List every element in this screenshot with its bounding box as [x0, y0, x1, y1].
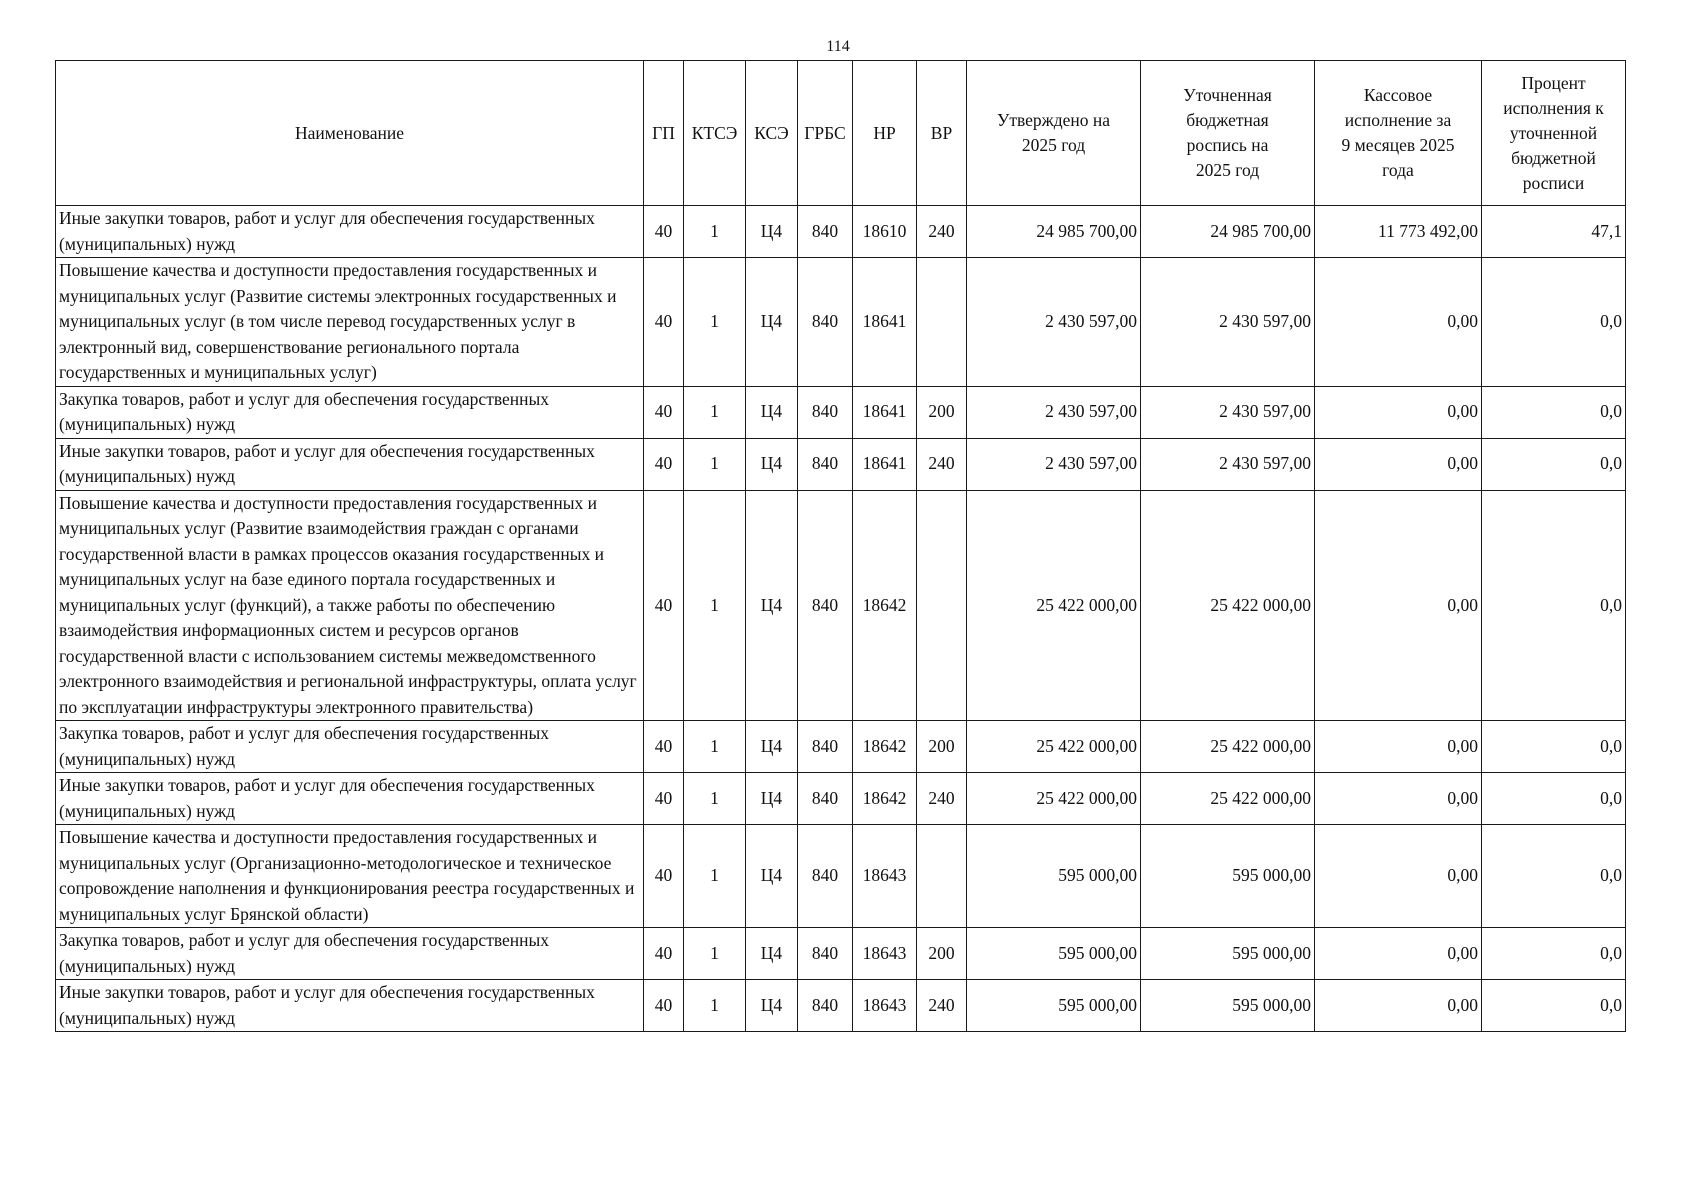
- cell-ktse: 1: [684, 773, 746, 825]
- cell-percent: 0,0: [1482, 438, 1626, 490]
- header-row: [56, 61, 1626, 206]
- header-vr: ВР: [917, 61, 967, 206]
- cell-percent: 0,0: [1482, 721, 1626, 773]
- cell-name: Закупка товаров, работ и услуг для обеспечения государственных (муниципальных) нужд: [56, 386, 644, 438]
- cell-refined: 25 422 000,00: [1141, 721, 1315, 773]
- cell-kse: Ц4: [746, 438, 798, 490]
- cell-percent: 0,0: [1482, 773, 1626, 825]
- cell-vr: [917, 258, 967, 387]
- cell-name: Иные закупки товаров, работ и услуг для обеспечения государственных (муниципальных) нужд: [56, 773, 644, 825]
- cell-gp: 40: [644, 258, 684, 387]
- page-number: 114: [826, 38, 850, 55]
- cell-percent: 47,1: [1482, 206, 1626, 258]
- cell-approved: 595 000,00: [967, 928, 1141, 980]
- cell-ktse: 1: [684, 928, 746, 980]
- table-row: [56, 928, 1626, 980]
- table-row: [56, 386, 1626, 438]
- cell-refined: 595 000,00: [1141, 980, 1315, 1032]
- cell-vr: 240: [917, 206, 967, 258]
- cell-kse: Ц4: [746, 825, 798, 928]
- cell-grbs: 840: [798, 490, 853, 721]
- table-row: [56, 773, 1626, 825]
- cell-cash: 0,00: [1315, 490, 1482, 721]
- cell-percent: 0,0: [1482, 928, 1626, 980]
- cell-approved: 2 430 597,00: [967, 258, 1141, 387]
- cell-nr: 18642: [853, 490, 917, 721]
- cell-name: Закупка товаров, работ и услуг для обеспечения государственных (муниципальных) нужд: [56, 721, 644, 773]
- cell-cash: 0,00: [1315, 928, 1482, 980]
- cell-refined: 2 430 597,00: [1141, 386, 1315, 438]
- cell-grbs: 840: [798, 206, 853, 258]
- table-row: [56, 438, 1626, 490]
- cell-grbs: 840: [798, 825, 853, 928]
- budget-table: [55, 60, 1626, 1032]
- header-ktse: КТСЭ: [684, 61, 746, 206]
- cell-vr: 200: [917, 721, 967, 773]
- cell-cash: 0,00: [1315, 258, 1482, 387]
- cell-approved: 595 000,00: [967, 980, 1141, 1032]
- header-cash: Кассовое исполнение за 9 месяцев 2025 года: [1315, 61, 1482, 206]
- cell-name: Повышение качества и доступности предоставления государственных и муниципальных услуг (Организационно-методологическое и техническое сопровождение наполнения и функционирования реестра государственных и муниципальных услуг Брянской области): [56, 825, 644, 928]
- cell-kse: Ц4: [746, 721, 798, 773]
- cell-ktse: 1: [684, 825, 746, 928]
- cell-cash: 0,00: [1315, 721, 1482, 773]
- cell-ktse: 1: [684, 206, 746, 258]
- cell-gp: 40: [644, 490, 684, 721]
- cell-nr: 18610: [853, 206, 917, 258]
- header-refined: Уточненная бюджетная роспись на 2025 год: [1141, 61, 1315, 206]
- cell-gp: 40: [644, 206, 684, 258]
- cell-approved: 595 000,00: [967, 825, 1141, 928]
- cell-gp: 40: [644, 438, 684, 490]
- table-row: [56, 980, 1626, 1032]
- cell-grbs: 840: [798, 438, 853, 490]
- cell-name: Повышение качества и доступности предоставления государственных и муниципальных услуг (Развитие взаимодействия граждан с органами государственной власти в рамках процессов оказания государственных и муниципальных услуг на базе единого портала государственных и муниципальных услуг (функций), а также работы по обеспечению взаимодействия информационных систем и ресурсов органов государственной власти с использованием системы межведомственного электронного взаимодействия и региональной инфраструктуры, оплата услуг по эксплуатации инфраструктуры электронного правительства): [56, 490, 644, 721]
- header-kse: КСЭ: [746, 61, 798, 206]
- table-body: [56, 206, 1626, 1032]
- cell-vr: [917, 825, 967, 928]
- table-row: [56, 721, 1626, 773]
- cell-nr: 18643: [853, 980, 917, 1032]
- cell-grbs: 840: [798, 928, 853, 980]
- cell-refined: 2 430 597,00: [1141, 258, 1315, 387]
- cell-ktse: 1: [684, 438, 746, 490]
- cell-cash: 0,00: [1315, 438, 1482, 490]
- cell-vr: 200: [917, 928, 967, 980]
- cell-grbs: 840: [798, 773, 853, 825]
- cell-ktse: 1: [684, 386, 746, 438]
- cell-nr: 18641: [853, 258, 917, 387]
- cell-nr: 18642: [853, 773, 917, 825]
- cell-gp: 40: [644, 721, 684, 773]
- header-approved: Утверждено на 2025 год: [967, 61, 1141, 206]
- cell-grbs: 840: [798, 258, 853, 387]
- cell-approved: 25 422 000,00: [967, 721, 1141, 773]
- table-row: [56, 825, 1626, 928]
- cell-nr: 18641: [853, 386, 917, 438]
- header-grbs: ГРБС: [798, 61, 853, 206]
- header-name: Наименование: [56, 61, 644, 206]
- cell-ktse: 1: [684, 980, 746, 1032]
- cell-refined: 595 000,00: [1141, 825, 1315, 928]
- table-row: [56, 206, 1626, 258]
- cell-refined: 595 000,00: [1141, 928, 1315, 980]
- cell-approved: 25 422 000,00: [967, 490, 1141, 721]
- header-nr: НР: [853, 61, 917, 206]
- cell-percent: 0,0: [1482, 980, 1626, 1032]
- cell-vr: 240: [917, 438, 967, 490]
- cell-gp: 40: [644, 980, 684, 1032]
- cell-kse: Ц4: [746, 980, 798, 1032]
- cell-kse: Ц4: [746, 258, 798, 387]
- cell-name: Закупка товаров, работ и услуг для обеспечения государственных (муниципальных) нужд: [56, 928, 644, 980]
- cell-grbs: 840: [798, 386, 853, 438]
- cell-name: Иные закупки товаров, работ и услуг для обеспечения государственных (муниципальных) нужд: [56, 206, 644, 258]
- cell-vr: [917, 490, 967, 721]
- cell-name: Повышение качества и доступности предоставления государственных и муниципальных услуг (Развитие системы электронных государственных и муниципальных услуг (в том числе перевод государственных услуг в электронный вид, совершенствование регионального портала государственных и муниципальных услуг): [56, 258, 644, 387]
- cell-kse: Ц4: [746, 773, 798, 825]
- cell-gp: 40: [644, 773, 684, 825]
- cell-approved: 25 422 000,00: [967, 773, 1141, 825]
- cell-approved: 24 985 700,00: [967, 206, 1141, 258]
- cell-grbs: 840: [798, 980, 853, 1032]
- cell-vr: 200: [917, 386, 967, 438]
- cell-kse: Ц4: [746, 206, 798, 258]
- cell-cash: 11 773 492,00: [1315, 206, 1482, 258]
- cell-refined: 2 430 597,00: [1141, 438, 1315, 490]
- cell-percent: 0,0: [1482, 386, 1626, 438]
- cell-approved: 2 430 597,00: [967, 386, 1141, 438]
- cell-refined: 25 422 000,00: [1141, 490, 1315, 721]
- header-percent: Процент исполнения к уточненной бюджетной росписи: [1482, 61, 1626, 206]
- cell-refined: 24 985 700,00: [1141, 206, 1315, 258]
- cell-percent: 0,0: [1482, 258, 1626, 387]
- table-header: [56, 61, 1626, 206]
- cell-ktse: 1: [684, 490, 746, 721]
- cell-name: Иные закупки товаров, работ и услуг для обеспечения государственных (муниципальных) нужд: [56, 438, 644, 490]
- cell-percent: 0,0: [1482, 825, 1626, 928]
- header-gp: ГП: [644, 61, 684, 206]
- cell-cash: 0,00: [1315, 980, 1482, 1032]
- cell-refined: 25 422 000,00: [1141, 773, 1315, 825]
- cell-grbs: 840: [798, 721, 853, 773]
- cell-gp: 40: [644, 386, 684, 438]
- cell-vr: 240: [917, 980, 967, 1032]
- cell-kse: Ц4: [746, 928, 798, 980]
- cell-nr: 18643: [853, 928, 917, 980]
- cell-kse: Ц4: [746, 490, 798, 721]
- table-row: [56, 258, 1626, 387]
- cell-percent: 0,0: [1482, 490, 1626, 721]
- cell-name: Иные закупки товаров, работ и услуг для обеспечения государственных (муниципальных) нужд: [56, 980, 644, 1032]
- cell-kse: Ц4: [746, 386, 798, 438]
- cell-vr: 240: [917, 773, 967, 825]
- cell-nr: 18641: [853, 438, 917, 490]
- cell-cash: 0,00: [1315, 825, 1482, 928]
- table-row: [56, 490, 1626, 721]
- cell-nr: 18642: [853, 721, 917, 773]
- cell-ktse: 1: [684, 258, 746, 387]
- cell-nr: 18643: [853, 825, 917, 928]
- cell-approved: 2 430 597,00: [967, 438, 1141, 490]
- cell-gp: 40: [644, 928, 684, 980]
- cell-cash: 0,00: [1315, 386, 1482, 438]
- cell-gp: 40: [644, 825, 684, 928]
- cell-ktse: 1: [684, 721, 746, 773]
- cell-cash: 0,00: [1315, 773, 1482, 825]
